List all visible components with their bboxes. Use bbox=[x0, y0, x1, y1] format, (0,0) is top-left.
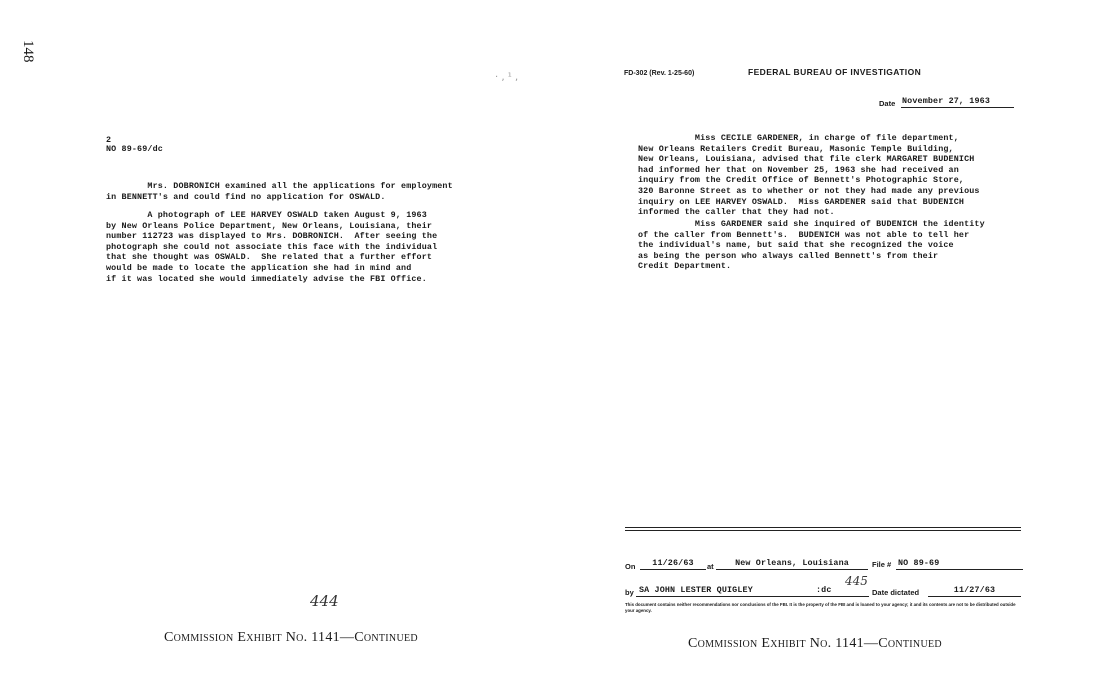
text-line: inquiry on LEE HARVEY OSWALD. Miss GARDENER said that BUDENICH bbox=[638, 196, 965, 207]
text-line: in BENNETT's and could find no application for OSWALD. bbox=[106, 191, 386, 202]
right-paragraph-2 bbox=[638, 219, 985, 272]
left-page-label: 2 bbox=[106, 135, 112, 145]
text-line: 320 Baronne Street as to whether or not they had made any previous bbox=[638, 185, 980, 196]
text-line: Credit Department. bbox=[638, 261, 732, 272]
date-value: November 27, 1963 bbox=[901, 96, 1014, 108]
text-line: New Orleans Retailers Credit Bureau, Masonic Temple Building, bbox=[638, 143, 954, 154]
left-paragraph-1 bbox=[106, 181, 453, 202]
date-dictated-label: Date dictated bbox=[872, 588, 920, 597]
page-number: 148 bbox=[20, 40, 36, 63]
form-code: FD-302 (Rev. 1-25-60) bbox=[624, 70, 695, 77]
text-line: of the caller from Bennett's. BUDENICH was not able to tell her bbox=[638, 229, 970, 240]
caption-text: Commission Exhibit No. 1141—Continued bbox=[688, 636, 942, 651]
at-label: at bbox=[707, 562, 714, 571]
scan-mark: · ‚ ¹ ‚ bbox=[495, 72, 519, 83]
text-line: A photograph of LEE HARVEY OSWALD taken August 9, 1963 bbox=[106, 210, 427, 220]
right-paragraph-1 bbox=[638, 133, 980, 218]
at-value: New Orleans, Louisiana bbox=[716, 558, 868, 570]
by-value: SA JOHN LESTER QUIGLEY bbox=[636, 585, 869, 597]
text-line: Miss GARDENER said she inquired of BUDENICH the identity bbox=[638, 219, 985, 229]
text-line: number 112723 was displayed to Mrs. DOBRONICH. After seeing the bbox=[106, 231, 438, 242]
text-line: Miss CECILE GARDENER, in charge of file department, bbox=[638, 133, 959, 143]
divider-line bbox=[625, 530, 1021, 531]
date-label: Date bbox=[879, 99, 896, 108]
text-line: Mrs. DOBRONICH examined all the applications for employment bbox=[106, 181, 453, 191]
by-label: by bbox=[625, 588, 634, 597]
left-paragraph-2 bbox=[106, 210, 437, 284]
text-line: had informed her that on November 25, 1963 she had received an bbox=[638, 164, 959, 175]
disclaimer-text: This document contains neither recommendations nor conclusions of the FBI. It is the property of the FBI and is loaned to your agency; it and its contents are not to be distributed outside your agency. bbox=[625, 602, 1016, 613]
text-line: if it was located she would immediately advise the FBI Office. bbox=[106, 273, 427, 284]
left-file-ref: NO 89-69/dc bbox=[106, 144, 163, 154]
file-value: NO 89-69 bbox=[896, 558, 1023, 570]
text-line: New Orleans, Louisiana, advised that file clerk MARGARET BUDENICH bbox=[638, 154, 975, 165]
text-line: that she thought was OSWALD. She related that a further effort bbox=[106, 252, 433, 263]
on-label: On bbox=[625, 562, 636, 571]
date-dictated-value: 11/27/63 bbox=[928, 585, 1021, 597]
left-handwritten-number: 444 bbox=[310, 592, 339, 610]
caption-text: Commission Exhibit No. 1141—Continued bbox=[164, 630, 418, 645]
text-line: inquiry from the Credit Office of Bennett's Photographic Store, bbox=[638, 175, 965, 186]
text-line: by New Orleans Police Department, New Orleans, Louisiana, their bbox=[106, 220, 433, 231]
text-line: the individual's name, but said that she recognized the voice bbox=[638, 240, 954, 251]
divider-line bbox=[625, 527, 1021, 528]
file-label: File # bbox=[872, 560, 892, 569]
right-handwritten-number: 445 bbox=[845, 574, 868, 588]
left-caption bbox=[164, 630, 418, 646]
text-line: as being the person who always called Bennett's from their bbox=[638, 250, 939, 261]
right-caption bbox=[688, 636, 942, 652]
text-line: photograph she could not associate this face with the individual bbox=[106, 241, 438, 252]
text-line: would be made to locate the application she had in mind and bbox=[106, 262, 412, 273]
text-line: informed the caller that they had not. bbox=[638, 207, 835, 218]
dc-value: :dc bbox=[816, 585, 832, 595]
agency-title: FEDERAL BUREAU OF INVESTIGATION bbox=[748, 67, 922, 77]
on-value: 11/26/63 bbox=[640, 558, 706, 570]
